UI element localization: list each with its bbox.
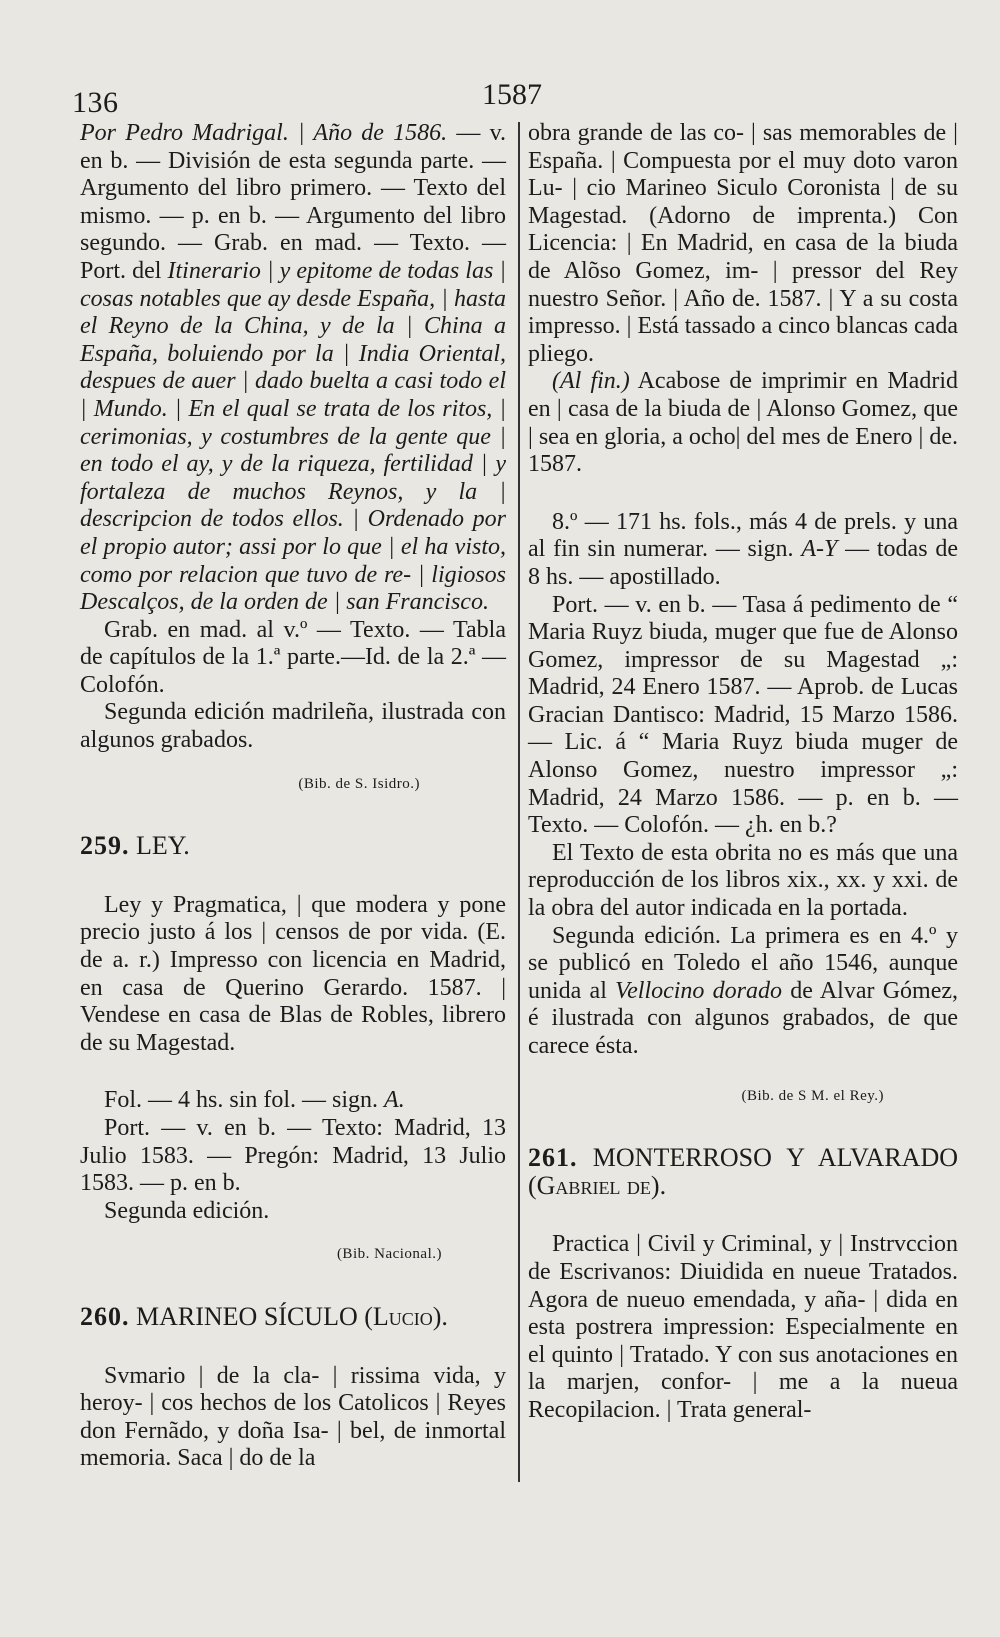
- entry-260-al-fin: (Al fin.): [552, 368, 630, 395]
- page-year: 1587: [482, 78, 542, 111]
- entry-260-note-2b: de Alvar Gómez, é ilustrada con algunos grabados, de que carece ésta.: [528, 977, 959, 1059]
- entry-259-body: Ley y Pragmatica, | que modera y pone precio justo á los | censos de por vida. (E. de a. r.) Impresso con licencia en Madrid, en casa de Querino Gerardo. 1587. | Vendese en casa de Blas de Robles, librero de su Magestad.: [80, 891, 506, 1056]
- entry-259-source: (Bib. Nacional.): [336, 1246, 442, 1263]
- entry-260-format-b: — todas de 8 hs. — apostillado.: [528, 536, 958, 590]
- continued-grab: Grab. en mad. al v.º — Texto. — Tabla de capítulos de la 1.ª parte.—Id. de la 2.ª — Colofón.: [80, 616, 506, 698]
- continued-collation: — v. en b. — División de esta segunda parte. — Argumento del libro primero. — Texto del mismo. — p. en b. — Argumento del libro segundo. — Grab. en mad. — Texto. — Port. del: [80, 120, 507, 284]
- entry-260-format: [528, 509, 958, 592]
- entry-259-number: 259.: [80, 831, 130, 861]
- entry-260-note-2a: Segunda edición. La primera es en 4.º y se publicó en Toledo el año 1546, aunque unida al: [528, 922, 958, 1004]
- continued-source: (Bib. de S. Isidro.): [298, 775, 420, 792]
- entry-261-title: MONTERROSO Y ALVARADO: [592, 1143, 959, 1173]
- entry-260-body: Svmario | de la cla- | rissima vida, y heroy- | cos hechos de los Catolicos | Reyes don Fernãdo, y doña Isa- | bel, de inmortal memoria. Saca | do de la: [80, 1362, 506, 1472]
- entry-260-port: Port. — v. en b. — Tasa á pedimento de “ Maria Ruyz biuda, muger que fue de Alonso Gomez, impressor de su Magestad „: Madrid, 24 Enero 1587. — Aprob. de Lucas Gracian Dantisco: Madrid, 15 Marzo 1586. — Lic. á “ Maria Ruyz biuda muger de Alonso Gomez, nuestro impressor „: Madrid, 24 Marzo 1586. — p. en b. — Texto. — Colofón. — ¿h. en b.?: [528, 591, 958, 839]
- entry-260-heading: [80, 1303, 506, 1331]
- entry-260-signature: A-Y: [801, 536, 838, 563]
- entry-261-author: (Gabriel de).: [528, 1170, 667, 1200]
- entry-260-author: (Lucio).: [364, 1301, 448, 1331]
- entry-259-heading: [80, 832, 506, 860]
- entry-261-body: Practica | Civil y Criminal, y | Instrvccion de Escrivanos: Diuidida en nueue Tratados. Agora de nueuo emendada, y aña- | dida en esta postrera impression: Especialmente en el quinto | Tratado. Y con sus anotaciones en la marjen, confor- | me a la nueua Recopilacion. | Trata general-: [528, 1231, 958, 1423]
- entry-259-port: Port. — v. en b. — Texto: Madrid, 13 Julio 1583. — Pregón: Madrid, 13 Julio 1583. — p. en b.: [80, 1115, 506, 1197]
- entry-259-title: LEY.: [136, 831, 190, 861]
- entry-260-note-2: [528, 923, 958, 1061]
- entry-260-colophon: [528, 368, 958, 478]
- entry-260-source: (Bib. de S M. el Rey.): [741, 1087, 884, 1104]
- continued-entry-title: [80, 120, 506, 617]
- itinerario-title: Itinerario | y epitome de todas las | cosas notables que ay desde España, | hasta el Reyno de la China, y de la | China a España, boluiendo por la | India Oriental, despues de auer | dado buelta a casi todo el | Mundo. | En el qual se trata de los ritos, | cerimonias, y costumbres de la gente que | en todo el ay, y de la riqueza, fertilidad | y fortaleza de muchos Reynos, y la | descripcion de todos ellos. | Ordenado por el propio autor; assi por lo que | el ha visto, como por relacion que tuvo de re- | ligiosos Descalços, de la orden de | san Francisco.: [80, 257, 506, 616]
- entry-259-format: [80, 1087, 506, 1115]
- entry-259-segunda: Segunda edición.: [104, 1197, 270, 1224]
- entry-259-format-text: Fol. — 4 hs. sin fol. — sign.: [104, 1087, 385, 1114]
- column-rule: [518, 122, 520, 1482]
- entry-260-colophon-text: Acabose de imprimir en Madrid en | casa de la biuda de | Alonso Gomez, que | sea en gloria, a ocho| del mes de Enero | de. 1587.: [528, 368, 958, 478]
- entry-261-heading: [528, 1144, 958, 1199]
- entry-260-note-1: El Texto de esta obrita no es más que una reproducción de los libros xix., xx. y xxi. de la obra del autor indicada en la portada.: [528, 839, 958, 922]
- continued-segunda: Segunda edición madrileña, ilustrada con algunos grabados.: [80, 699, 506, 754]
- entry-260-title: MARINEO SÍCULO: [136, 1301, 358, 1331]
- page-number: 136: [72, 86, 119, 119]
- left-column: [80, 120, 506, 1473]
- entry-260-note-2-italic: Vellocino dorado: [615, 977, 783, 1004]
- entry-260-number: 260.: [80, 1301, 130, 1331]
- entry-259-signature: A.: [384, 1087, 405, 1114]
- right-column: [528, 120, 958, 1425]
- continued-imprint-italic: Por Pedro Madrigal. | Año de 1586.: [80, 120, 448, 146]
- entry-261-number: 261.: [528, 1143, 578, 1173]
- entry-260-body-continued: obra grande de las co- | sas memorables de | España. | Compuesta por el muy doto varon Lu- | cio Marineo Siculo Coronista | de su Magestad. (Adorno de imprenta.) Con Licencia: | En Madrid, en casa de la biuda de Alõso Gomez, im- | pressor del Rey nuestro Señor. | Año de. 1587. | Y a su costa impresso. | Está tassado a cinco blancas cada pliego.: [528, 120, 958, 367]
- entry-260-format-a: 8.º — 171 hs. fols., más 4 de prels. y una al fin sin numerar. — sign.: [528, 508, 958, 563]
